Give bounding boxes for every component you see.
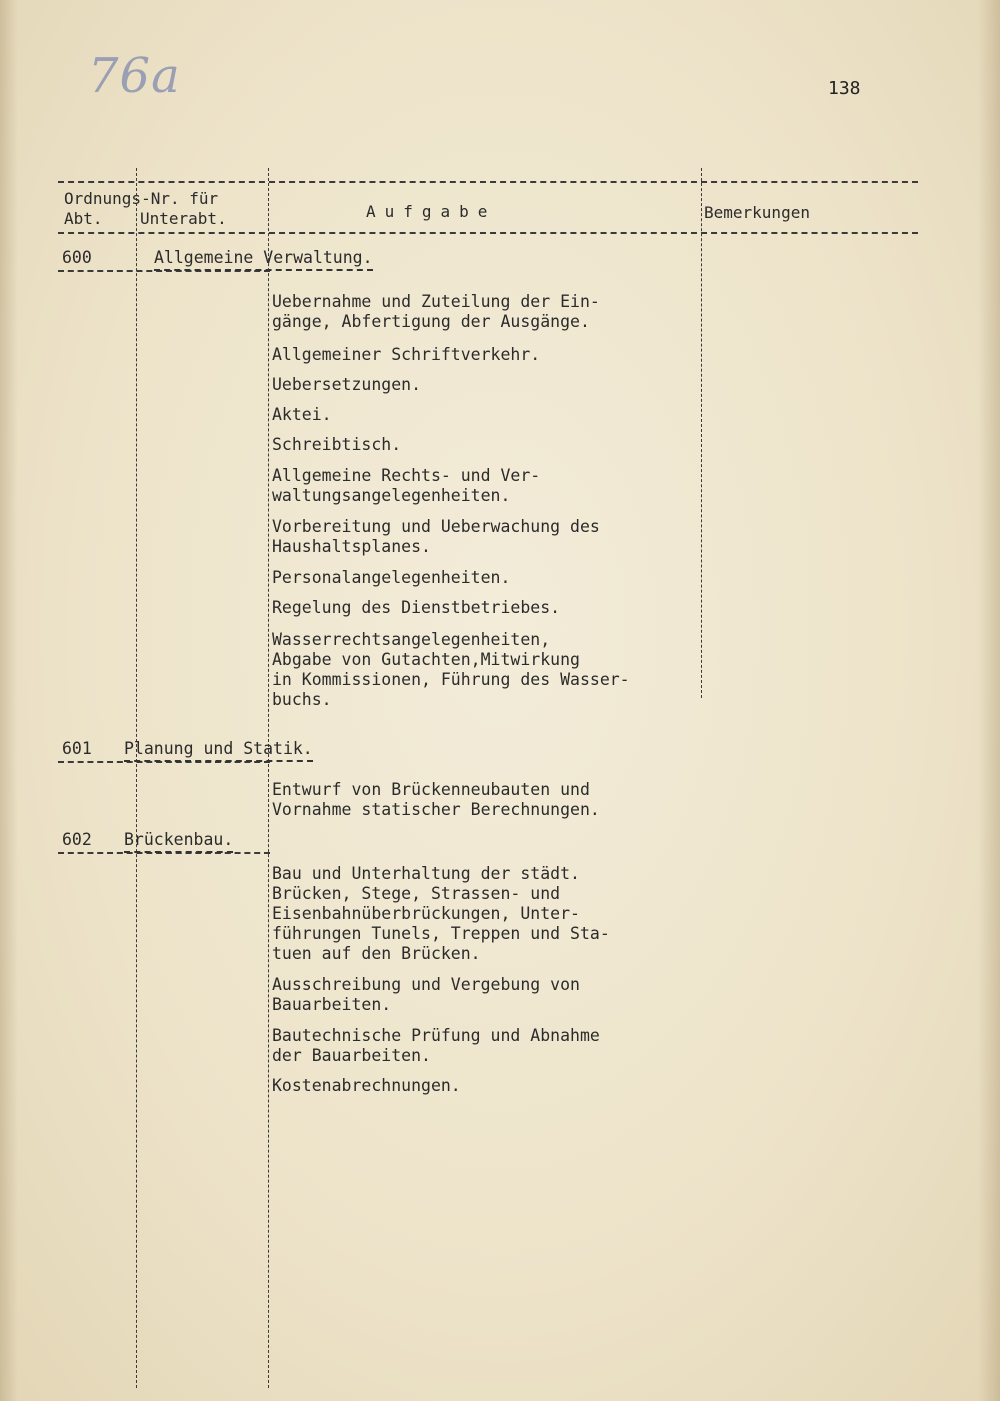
paper-edge-left <box>0 0 18 1401</box>
header-aufgabe: Aufgabe <box>366 202 497 221</box>
section-number: 601 <box>62 739 92 758</box>
header-ordnungs-nr: Ordnungs-Nr. für <box>64 189 219 208</box>
table-top-rule <box>58 181 918 183</box>
section-title: Allgemeine Verwaltung. <box>154 247 373 271</box>
task-line: Abgabe von Gutachten,Mitwirkung <box>272 650 580 669</box>
task-line: Allgemeine Rechts- und Ver- <box>272 466 541 485</box>
task-line: Uebernahme und Zuteilung der Ein- <box>272 292 600 311</box>
section-number: 600 <box>62 248 92 267</box>
task-line: buchs. <box>272 690 332 709</box>
task-line: Haushaltsplanes. <box>272 537 431 556</box>
task-line: Entwurf von Brückenneubauten und <box>272 780 590 799</box>
column-divider-aufgabe <box>268 168 269 1388</box>
paper-edge-right <box>978 0 1000 1401</box>
section-title: Planung und Statik. <box>124 738 313 762</box>
task-line: Aktei. <box>272 405 332 424</box>
task-line: Bauarbeiten. <box>272 995 392 1014</box>
task-line: Uebersetzungen. <box>272 375 422 394</box>
header-unterabt: Unterabt. <box>140 209 227 228</box>
page-number: 138 <box>828 78 861 99</box>
task-line: Bau und Unterhaltung der städt. <box>272 864 580 883</box>
task-line: Kostenabrechnungen. <box>272 1076 461 1095</box>
task-line: Regelung des Dienstbetriebes. <box>272 598 561 617</box>
task-line: gänge, Abfertigung der Ausgänge. <box>272 312 590 331</box>
section-number: 602 <box>62 830 92 849</box>
task-line: Schreibtisch. <box>272 435 402 454</box>
task-line: Vorbereitung und Ueberwachung des <box>272 517 600 536</box>
header-bemerkungen: Bemerkungen <box>704 203 810 222</box>
task-line: in Kommissionen, Führung des Wasser- <box>272 670 630 689</box>
task-line: tuen auf den Brücken. <box>272 944 481 963</box>
section-title: Brückenbau. <box>124 829 233 853</box>
task-line: führungen Tunels, Treppen und Sta- <box>272 924 610 943</box>
task-line: Ausschreibung und Vergebung von <box>272 975 580 994</box>
column-divider-unterabt <box>136 168 137 1388</box>
task-line: Vornahme statischer Berechnungen. <box>272 800 600 819</box>
task-line: Personalangelegenheiten. <box>272 568 511 587</box>
task-line: Brücken, Stege, Strassen- und <box>272 884 561 903</box>
table-header-rule <box>58 232 918 234</box>
header-abt: Abt. <box>64 209 103 228</box>
task-line: waltungsangelegenheiten. <box>272 486 511 505</box>
handwritten-note: 76a <box>88 48 181 104</box>
task-line: Allgemeiner Schriftverkehr. <box>272 345 541 364</box>
task-line: Eisenbahnüberbrückungen, Unter- <box>272 904 580 923</box>
task-line: der Bauarbeiten. <box>272 1046 431 1065</box>
task-line: Wasserrechtsangelegenheiten, <box>272 630 551 649</box>
task-line: Bautechnische Prüfung und Abnahme <box>272 1026 600 1045</box>
column-divider-bemerkungen <box>701 168 702 698</box>
